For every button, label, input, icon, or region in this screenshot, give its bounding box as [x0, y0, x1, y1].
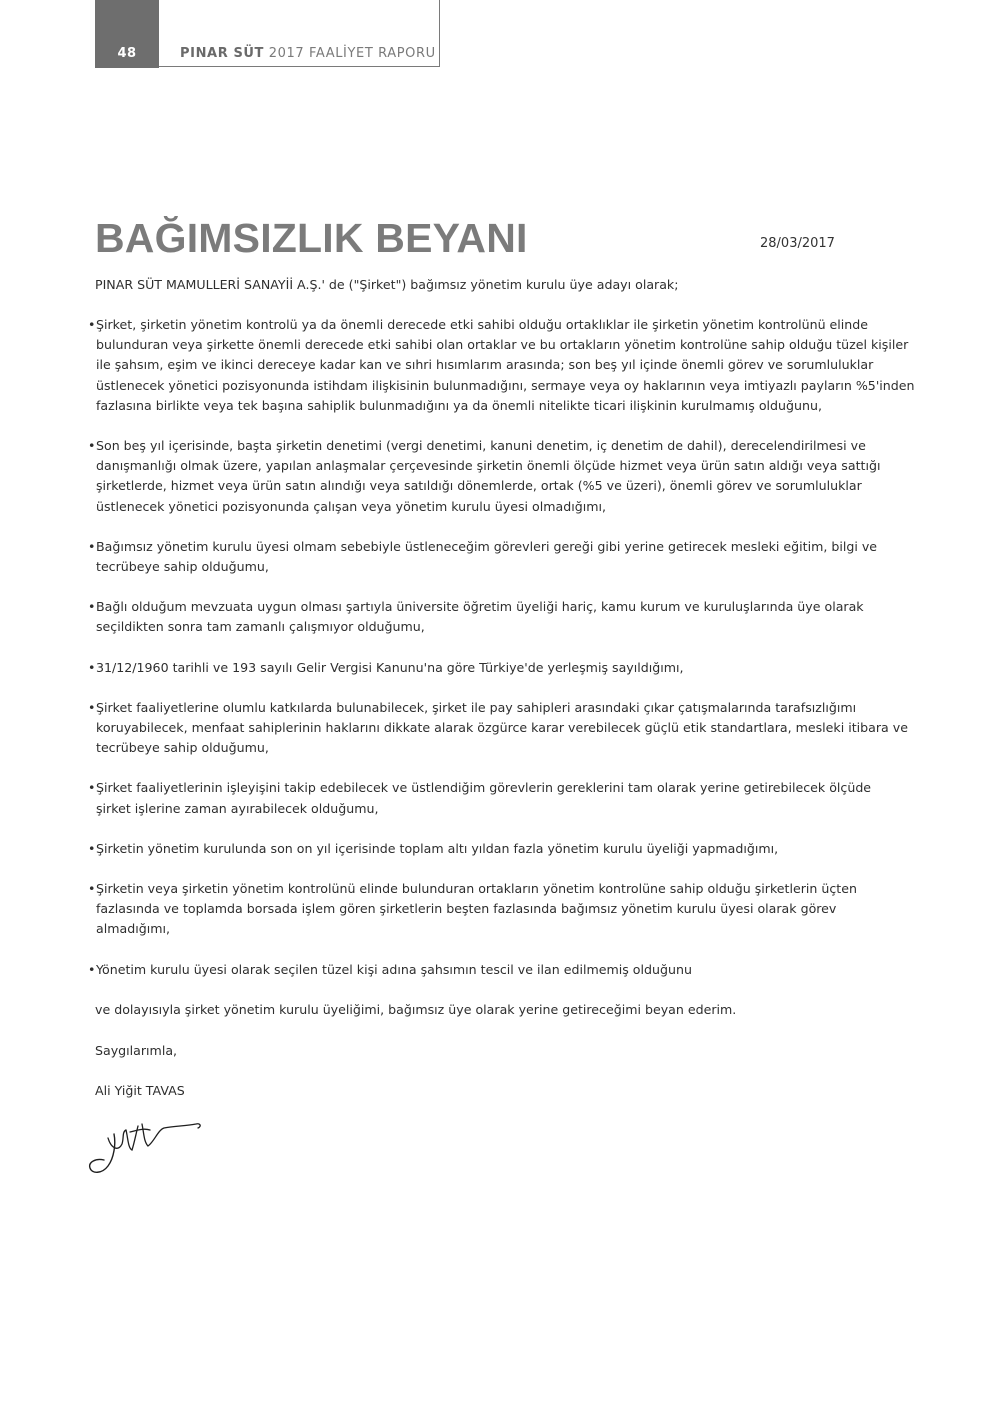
- bullet-dot: •: [88, 659, 96, 675]
- declaration-list: [88, 315, 915, 1000]
- declaration-item: [88, 839, 906, 859]
- running-head-report: 2017 FAALİYET RAPORU: [268, 46, 436, 61]
- declaration-line: Şirketin veya şirketin yönetim kontrolünü elinde bulunduran ortakların yönetim kontrolüne sahip olduğu şirketlerin üçten: [96, 881, 857, 897]
- declaration-item: [88, 960, 906, 980]
- bullet-dot: •: [88, 438, 96, 454]
- declaration-line: danışmanlığı olmak üzere, yapılan anlaşmalar çerçevesinde şirketin önemli ölçüde hizmet veya ürün satın aldığı veya sattığı: [96, 458, 881, 474]
- declaration-line: üstlenecek yönetici pozisyonunda istihdam ilişkisinin bulunmadığını, sermaye veya oy haklarının veya imtiyazlı payların %5'inden: [96, 377, 915, 393]
- declaration-line: Şirketin yönetim kurulunda son on yıl içerisinde toplam altı yıldan fazla yönetim kurulu üyeliği yapmadığımı,: [96, 840, 779, 856]
- document-date: 28/03/2017: [760, 236, 835, 251]
- declaration-item: [88, 597, 906, 637]
- bullet-dot: •: [88, 317, 96, 332]
- declaration-line: 31/12/1960 tarihli ve 193 sayılı Gelir Vergisi Kanunu'na göre Türkiye'de yerleşmiş sayıldığımı,: [96, 659, 684, 675]
- bullet-dot: •: [88, 881, 96, 897]
- declaration-line: tecrübeye sahip olduğumu,: [96, 559, 269, 575]
- running-head: [180, 46, 436, 61]
- declaration-line: Son beş yıl içerisinde, başta şirketin denetimi (vergi denetimi, kanuni denetim, iç denetim de dahil), derecelendirilmesi ve: [96, 438, 866, 454]
- declaration-line: seçildikten sonra tam zamanlı çalışmıyor olduğumu,: [96, 619, 425, 635]
- intro-paragraph: PINAR SÜT MAMULLERİ SANAYİİ A.Ş.' de ("Şirket") bağımsız yönetim kurulu üye adayı olarak;: [95, 277, 679, 292]
- declaration-line: tecrübeye sahip olduğumu,: [96, 740, 269, 756]
- declaration-line: şirket işlerine zaman ayırabilecek olduğumu,: [96, 800, 379, 816]
- signer-name: Ali Yiğit TAVAS: [95, 1083, 185, 1098]
- closing-statement: ve dolayısıyla şirket yönetim kurulu üyeliğimi, bağımsız üye olarak yerine getireceğimi beyan ederim.: [95, 1002, 737, 1017]
- bullet-dot: •: [88, 538, 96, 554]
- declaration-item: [88, 698, 906, 759]
- declaration-line: Bağımsız yönetim kurulu üyesi olmam sebebiyle üstleneceğim görevleri gereği gibi yerine getirecek mesleki eğitim, bilgi ve: [96, 538, 878, 554]
- document-title: BAĞIMSIZLIK BEYANI: [95, 215, 528, 261]
- declaration-line: Yönetim kurulu üyesi olarak seçilen tüzel kişi adına şahsımın tescil ve ilan edilmemiş olduğunu: [96, 961, 692, 977]
- declaration-item: [88, 315, 915, 416]
- declaration-line: üstlenecek yönetici pozisyonunda çalışan veya yönetim kurulu üyesi olmadığımı,: [96, 498, 606, 514]
- declaration-line: Bağlı olduğum mevzuata uygun olması şartıyla üniversite öğretim üyeliği hariç, kamu kurum ve kuruluşlarında üye olarak: [96, 599, 864, 615]
- bullet-dot: •: [88, 780, 96, 796]
- declaration-line: almadığımı,: [96, 921, 170, 937]
- bullet-dot: •: [88, 840, 96, 856]
- declaration-item: [88, 879, 906, 940]
- declaration-line: koruyabilecek, menfaat sahiplerinin haklarını dikkate alarak özgürce karar verebilecek güçlü etik standartlara, mesleki itibara ve: [96, 720, 908, 736]
- declaration-line: Şirket faaliyetlerine olumlu katkılarda bulunabilecek, şirket ile pay sahipleri arasındaki çıkar çatışmalarında tarafsızlığımı: [96, 699, 857, 715]
- running-head-brand: PINAR SÜT: [180, 46, 265, 61]
- bullet-dot: •: [88, 699, 96, 715]
- page-number-box: [95, 0, 159, 68]
- declaration-item: [88, 778, 906, 818]
- declaration-line: Şirket, şirketin yönetim kontrolü ya da önemli derecede etki sahibi olduğu ortaklıklar ile şirketin yönetim kontrolünü elinde: [96, 317, 869, 332]
- declaration-item: [88, 436, 906, 517]
- declaration-item: [88, 537, 906, 577]
- bullet-dot: •: [88, 961, 96, 977]
- declaration-line: Şirket faaliyetlerinin işleyişini takip edebilecek ve üstlendiğim görevlerin gereklerini tam olarak yerine getirebilecek ölçüde: [96, 780, 872, 796]
- declaration-line: bulunduran veya şirkette önemli derecede etki sahibi olan ortaklar ve bu ortakların yönetim kontrolüne sahip olduğu tüzel kişiler: [96, 337, 909, 353]
- declaration-line: ile şahsım, eşim ve ikinci dereceye kadar kan ve sıhri hısımlarım arasında; son beş yıl içinde önemli görev ve sorumluluklar: [96, 357, 874, 373]
- page-number: 48: [117, 46, 137, 61]
- declaration-line: şirketlerde, hizmet veya ürün satın alındığı veya satıldığı dönemlerde, ortak (%5 ve üzeri), önemli görev ve sorumluluklar: [96, 478, 862, 494]
- handwritten-signature: [78, 1108, 218, 1180]
- declaration-line: fazlasında ve toplamda borsada işlem gören şirketlerin beşten fazlasında bağımsız yönetim kurulu üyesi olarak görev: [96, 901, 837, 917]
- declaration-line: fazlasına birlikte veya tek başına sahiplik bulunmadığını ya da önemli nitelikte ticari ilişkinin kurulmamış olduğunu,: [96, 397, 822, 413]
- declaration-item: [88, 658, 906, 678]
- bullet-dot: •: [88, 599, 96, 615]
- greeting: Saygılarımla,: [95, 1043, 178, 1058]
